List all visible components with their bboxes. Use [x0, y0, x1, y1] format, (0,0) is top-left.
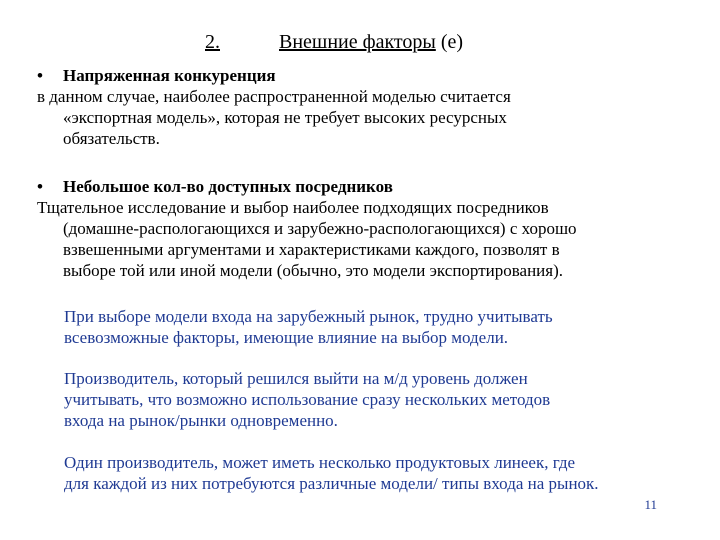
- paragraph-line: обязательств.: [63, 129, 160, 148]
- title-main: Внешние факторы: [279, 31, 436, 53]
- title-suffix: (е): [435, 31, 464, 53]
- note-line: входа на рынок/рынки одновременно.: [64, 411, 338, 430]
- heading-competition: Напряженная конкуренция: [63, 66, 276, 85]
- page-number: 11: [644, 497, 657, 512]
- bullet-icon: •: [37, 177, 43, 196]
- bullet-heading-competition: [37, 65, 707, 86]
- heading-intermediaries: Небольшое кол-во доступных посредников: [63, 177, 393, 196]
- section-competition: [37, 65, 707, 149]
- note-line: для каждой из них потребуются различные модели/ типы входа на рынок.: [64, 474, 599, 493]
- note-line: Один производитель, может иметь несколько продуктовых линеек, где: [64, 453, 576, 472]
- note-model-choice: [64, 306, 714, 348]
- competition-paragraph: [37, 86, 707, 149]
- note-line: При выборе модели входа на зарубежный рынок, трудно учитывать: [64, 307, 553, 326]
- paragraph-line: Тщательное исследование и выбор наиболее подходящих посредников: [37, 198, 549, 217]
- note-line: Производитель, который решился выйти на м/д уровень должен: [64, 369, 528, 388]
- paragraph-line: «экспортная модель», которая не требует высоких ресурсных: [63, 108, 507, 127]
- paragraph-line: взвешенными аргументами и характеристиками каждого, позволят в: [63, 240, 560, 259]
- title-text: [279, 30, 463, 54]
- bullet-icon: •: [37, 66, 43, 85]
- section-intermediaries: [37, 176, 707, 281]
- bullet-heading-intermediaries: [37, 176, 707, 197]
- title-number: 2.: [205, 31, 220, 53]
- paragraph-line: в данном случае, наиболее распространенной моделью считается: [37, 87, 511, 106]
- note-multiple-methods: [64, 368, 714, 431]
- intermediaries-paragraph: [37, 197, 707, 281]
- note-line: учитывать, что возможно использование сразу нескольких методов: [64, 390, 551, 409]
- note-product-lines: [64, 452, 714, 494]
- note-line: всевозможные факторы, имеющие влияние на выбор модели.: [64, 328, 509, 347]
- paragraph-line: выборе той или иной модели (обычно, это модели экспортирования).: [63, 261, 563, 280]
- paragraph-line: (домашне-распологающихся и зарубежно-распологающихся) с хорошо: [63, 219, 577, 238]
